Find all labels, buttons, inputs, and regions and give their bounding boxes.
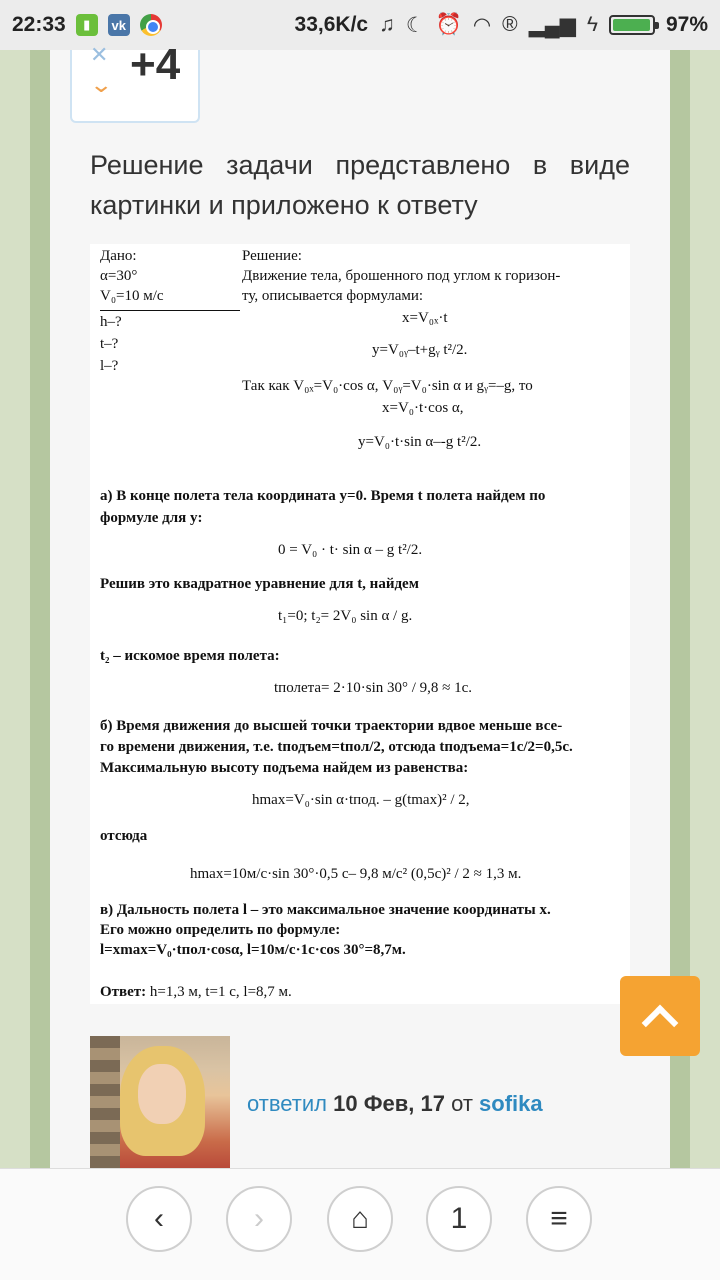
alarm-icon: ⏰ [435,13,462,36]
part-c-line-3: l=xmax=V₀·tпол·cosα, l=10м/с·1с·cos 30°=8,7м. [100,942,406,958]
avatar-background-shelf [90,1036,120,1168]
find-h: h–? [100,314,122,330]
answer-date: 10 Фев, 17 [333,1091,445,1116]
part-a-line-1: а) В конце полета тела координата y=0. Время t полета найдем по [100,488,546,504]
answer-line-2: картинки и приложено к ответу [90,190,478,220]
vote-count: +4 [130,40,181,89]
home-button[interactable] [327,1186,393,1252]
headphones-icon: ♫ [379,13,395,36]
final-answer [100,984,292,1001]
formula-2: y=V₀ᵧ–t+gᵧ t²/2. [372,342,468,358]
formula-3: x=V₀·t·cos α, [382,400,464,416]
given-v0: V₀=10 м/с [100,288,164,304]
status-time: 22:33 [12,13,66,36]
chevron-up-icon [642,1005,679,1042]
formula-1: x=V₀ₓ·t [402,310,448,326]
tabs-button[interactable] [426,1186,492,1252]
final-answer-value: h=1,3 м, t=1 с, l=8,7 м. [149,984,292,1000]
answered-label[interactable]: ответил [247,1091,327,1116]
avatar-face [138,1064,186,1124]
solution-line-1: Движение тела, брошенного под углом к горизон- [242,268,561,284]
part-c-line-2: Его можно определить по формуле: [100,922,341,938]
solution-image[interactable] [90,244,630,1004]
browser-nav-bar [0,1168,720,1280]
tabs-count: 1 [450,1202,468,1235]
side-border-left [30,50,50,1168]
avatar[interactable] [90,1036,230,1168]
battery-icon [609,15,655,35]
part-a-line-4: t₂ – искомое время полета: [100,648,280,664]
answer-line-1: Решение задачи представлено в виде [90,150,630,180]
part-b-line-4: отсюда [100,828,148,844]
wifi-icon: ◠ [472,13,492,37]
network-speed: 33,6K/c [294,13,369,36]
final-answer-label: Ответ: [100,984,147,1000]
answered-meta [247,1091,543,1117]
chevron-right-icon: › [254,1202,264,1235]
moon-icon: ☾ [405,13,425,37]
charging-icon: ϟ [586,13,598,36]
vk-icon: vk [108,14,130,36]
formula-8: hmax=V₀·sin α·tпод. – g(tmax)² / 2, [252,792,470,808]
vote-box [70,40,200,123]
back-button[interactable] [126,1186,192,1252]
chevron-left-icon: ‹ [154,1202,164,1235]
formula-6: t₁=0; t₂= 2V₀ sin α / g. [278,608,413,624]
menu-icon: ≡ [550,1202,568,1235]
find-l: l–? [100,358,119,374]
part-b-line-3: Максимальную высоту подъема найдем из равенства: [100,760,469,776]
formula-4: y=V₀·t·sin α–-g t²/2. [358,434,482,450]
forward-button[interactable] [226,1186,292,1252]
given-divider [100,310,240,311]
home-icon: ⌂ [350,1202,370,1235]
signal-icon: ▂▄▆ [528,13,576,37]
part-a-line-2: формуле для y: [100,510,203,526]
solution-title: Решение: [242,248,302,264]
solution-line-2: ту, описывается формулами: [242,288,424,304]
chrome-icon [140,14,162,36]
sim-icon: ▮ [76,14,98,36]
from-label: от [451,1091,473,1116]
formula-9: hmax=10м/с·sin 30°·0,5 с– 9,8 м/с² (0,5с)² / 2 ≈ 1,3 м. [190,866,522,882]
registered-icon: ® [502,13,518,36]
vote-up-icon[interactable]: ✕ [90,42,109,67]
scroll-top-button[interactable] [620,976,700,1056]
given-title: Дано: [100,248,137,264]
vote-down-icon[interactable]: ⌄ [89,72,114,97]
part-b-line-2: го времени движения, т.е. tподъем=tпол/2, отсюда tподъема=1с/2=0,5с. [100,739,573,755]
solution-line-3: Так как V₀ₓ=V₀·cos α, V₀ᵧ=V₀·sin α и gᵧ=–g, то [242,378,533,394]
part-c-line-1: в) Дальность полета l – это максимальное значение координаты x. [100,902,551,918]
answer-text [90,145,630,225]
answer-user-link[interactable]: sofika [479,1091,543,1116]
part-a-line-3: Решив это квадратное уравнение для t, найдем [100,576,419,592]
formula-7: tполета= 2·10·sin 30° / 9,8 ≈ 1с. [274,680,473,696]
formula-5: 0 = V₀ · t· sin α – g t²/2. [278,542,423,558]
battery-percent: 97% [665,13,708,36]
menu-button[interactable] [526,1186,592,1252]
find-t: t–? [100,336,119,352]
part-b-line-1: б) Время движения до высшей точки траектории вдвое меньше все- [100,718,563,734]
given-alpha: α=30° [100,268,138,284]
